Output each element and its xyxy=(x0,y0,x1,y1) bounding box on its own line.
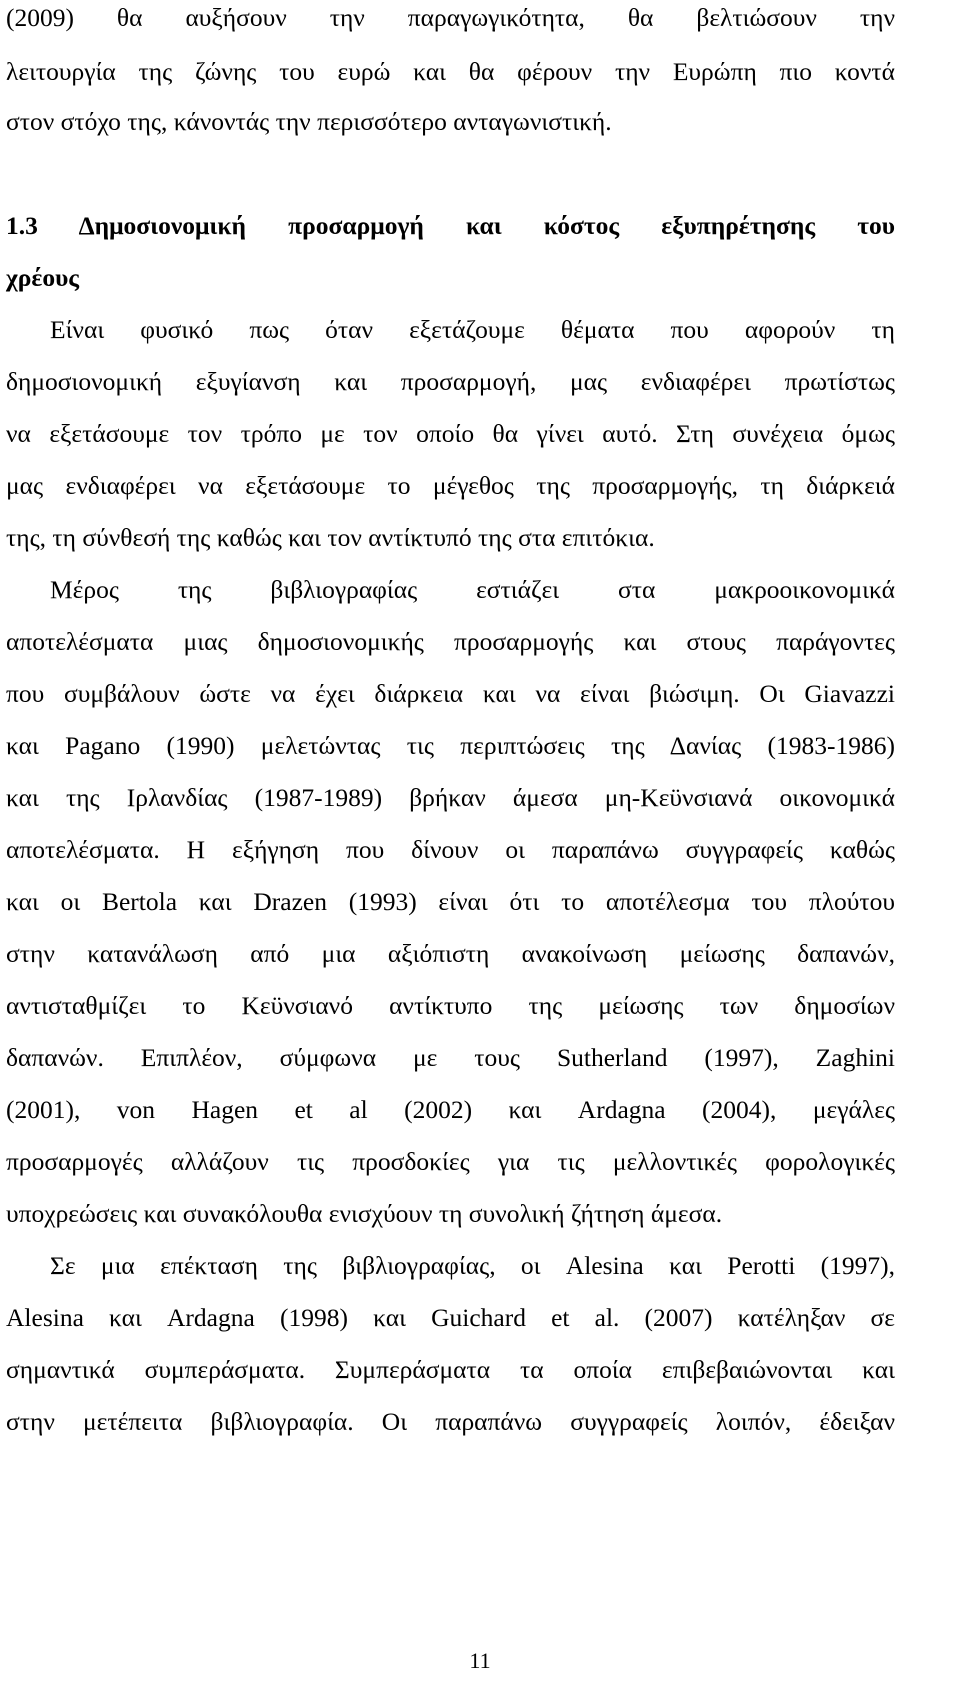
text-line: υποχρεώσεις και συνακόλουθα ενισχύουν τη συνολική ζήτηση άμεσα. xyxy=(6,1199,723,1228)
page-number: 11 xyxy=(469,1648,491,1673)
text-line: λειτουργία της ζώνης του ευρώ και θα φέρουν την Ευρώπη πιο κοντά xyxy=(6,57,895,86)
text-line: της, τη σύνθεσή της καθώς και τον αντίκτυπό της στα επιτόκια. xyxy=(6,523,655,552)
text-line: στον στόχο της, κάνοντάς την περισσότερο ανταγωνιστική. xyxy=(6,107,612,136)
text-line: μας ενδιαφέρει να εξετάσουμε το μέγεθος της προσαρμογής, τη διάρκειά xyxy=(6,471,895,500)
text-line: Alesina και Ardagna (1998) και Guichard et al. (2007) κατέληξαν σε xyxy=(6,1303,895,1332)
section-heading: χρέους xyxy=(6,263,80,292)
text-line: που συμβάλουν ώστε να έχει διάρκεια και να είναι βιώσιμη. Οι Giavazzi xyxy=(6,679,895,708)
text-line: αποτελέσματα μιας δημοσιονομικής προσαρμογής και στους παράγοντες xyxy=(6,627,895,656)
section-heading: 1.3 Δημοσιονομική προσαρμογή και κόστος εξυπηρέτησης του xyxy=(6,211,895,240)
text-line: Μέρος της βιβλιογραφίας εστιάζει στα μακροοικονομικά xyxy=(50,575,895,604)
text-line: σημαντικά συμπεράσματα. Συμπεράσματα τα οποία επιβεβαιώνονται και xyxy=(6,1355,895,1384)
text-line: δαπανών. Επιπλέον, σύμφωνα με τους Sutherland (1997), Zaghini xyxy=(6,1043,895,1072)
text-line: προσαρμογές αλλάζουν τις προσδοκίες για τις μελλοντικές φορολογικές xyxy=(6,1147,895,1176)
text-line: Σε μια επέκταση της βιβλιογραφίας, οι Alesina και Perotti (1997), xyxy=(50,1251,895,1280)
text-line: και οι Bertola και Drazen (1993) είναι ότι το αποτέλεσμα του πλούτου xyxy=(6,887,895,916)
text-line: αποτελέσματα. Η εξήγηση που δίνουν οι παραπάνω συγγραφείς καθώς xyxy=(6,835,895,864)
text-line: δημοσιονομική εξυγίανση και προσαρμογή, μας ενδιαφέρει πρωτίστως xyxy=(6,367,895,396)
text-line: στην μετέπειτα βιβλιογραφία. Οι παραπάνω συγγραφείς λοιπόν, έδειξαν xyxy=(6,1407,895,1436)
text-line: και της Ιρλανδίας (1987-1989) βρήκαν άμεσα μη-Κεϋνσιανά οικονομικά xyxy=(6,783,895,812)
text-line: στην κατανάλωση από μια αξιόπιστη ανακοίνωση μείωσης δαπανών, xyxy=(6,939,895,968)
text-line: Είναι φυσικό πως όταν εξετάζουμε θέματα που αφορούν τη xyxy=(50,315,895,344)
text-line: και Pagano (1990) μελετώντας τις περιπτώσεις της Δανίας (1983-1986) xyxy=(6,731,895,760)
text-line: (2009) θα αυξήσουν την παραγωγικότητα, θα βελτιώσουν την xyxy=(6,3,895,32)
text-line: αντισταθμίζει το Κεϋνσιανό αντίκτυπο της μείωσης των δημοσίων xyxy=(6,991,895,1020)
text-line: (2001), von Hagen et al (2002) και Ardagna (2004), μεγάλες xyxy=(6,1095,895,1124)
text-line: να εξετάσουμε τον τρόπο με τον οποίο θα γίνει αυτό. Στη συνέχεια όμως xyxy=(6,419,895,448)
